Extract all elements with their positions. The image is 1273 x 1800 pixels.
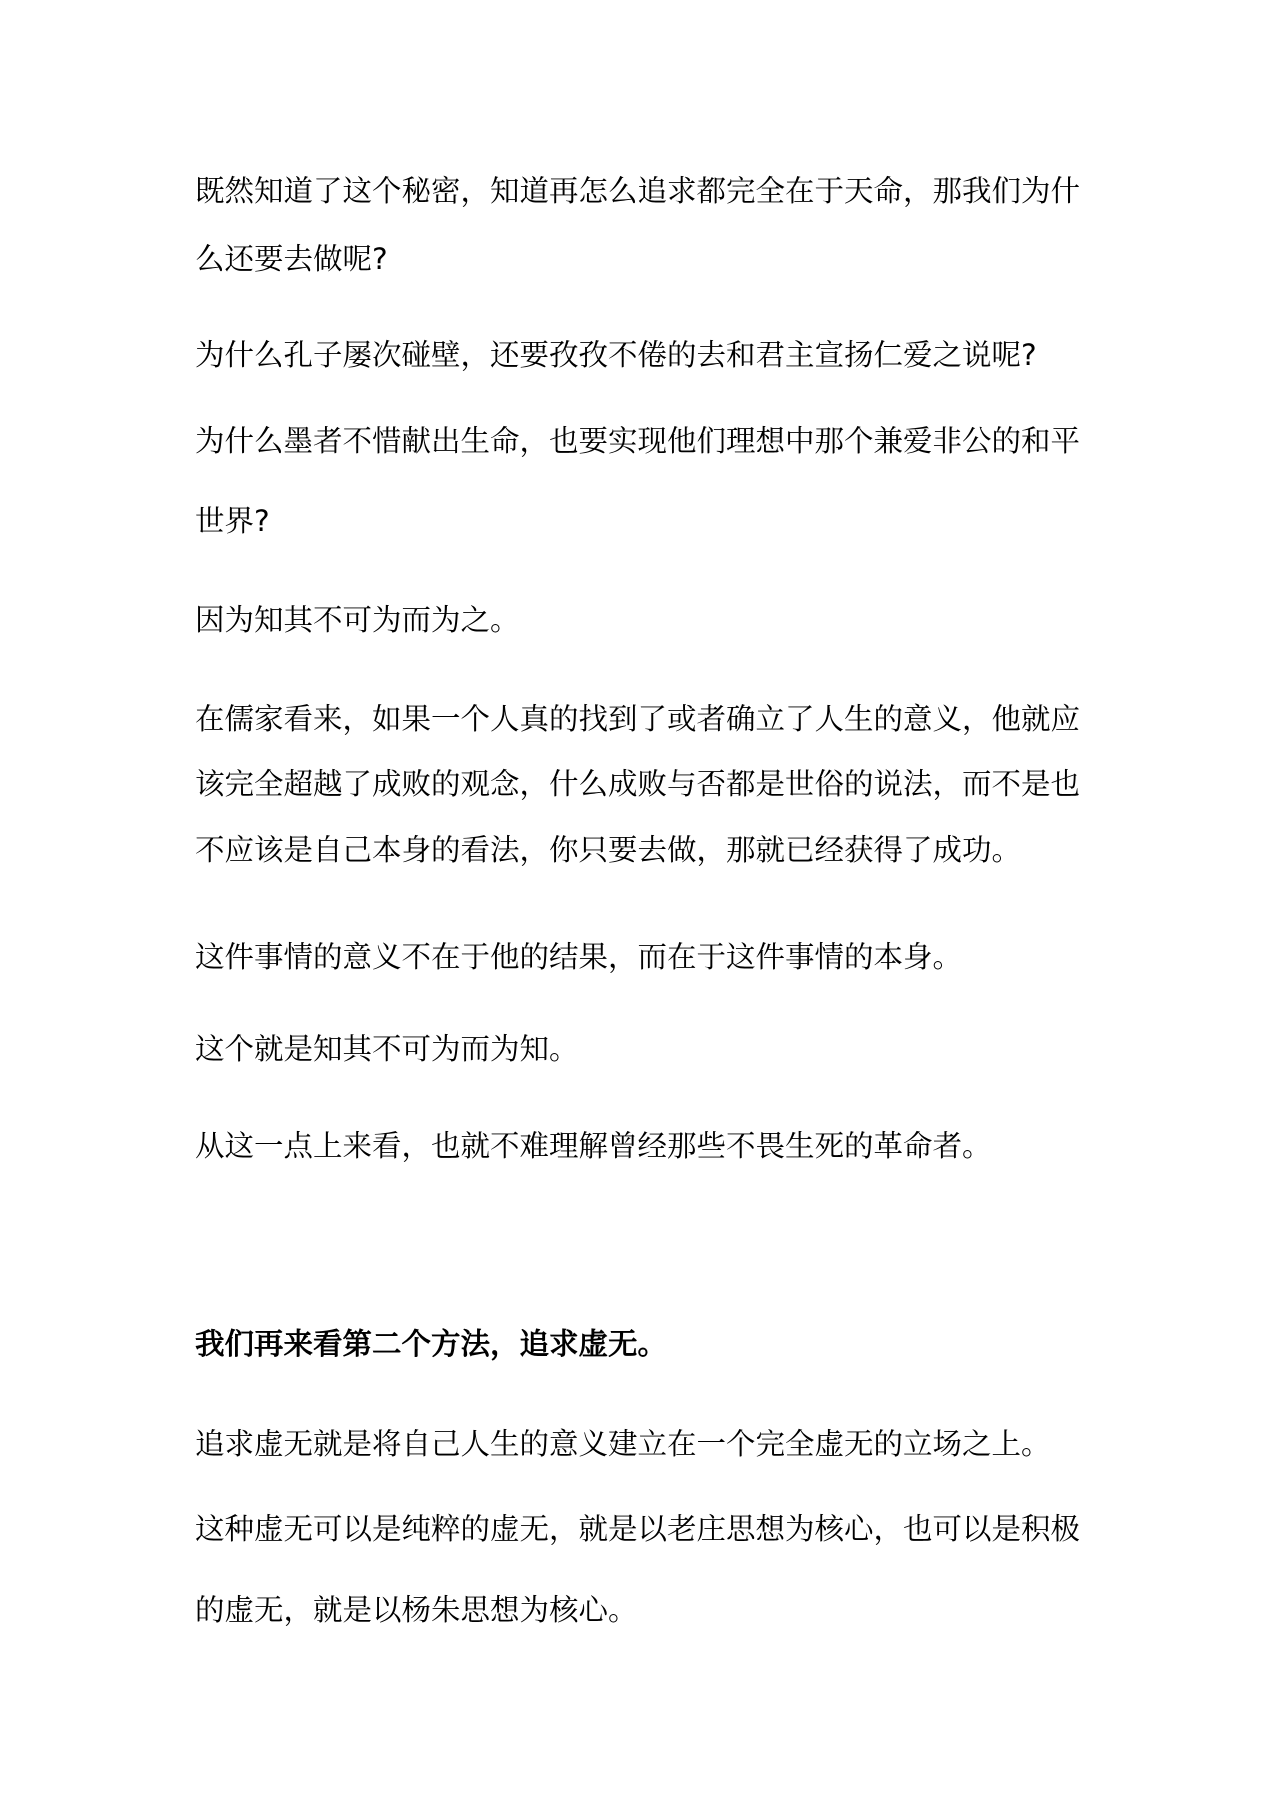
paragraph-2: 为什么孔子屡次碰壁，还要孜孜不倦的去和君主宣扬仁爱之说呢? [195, 338, 1037, 372]
paragraph-3-line-2: 世界? [195, 504, 270, 538]
paragraph-10: 追求虚无就是将自己人生的意义建立在一个完全虚无的立场之上。 [195, 1427, 1051, 1461]
paragraph-3-line-1: 为什么墨者不惜献出生命，也要实现他们理想中那个兼爱非公的和平 [195, 424, 1081, 458]
paragraph-5-line-1: 在儒家看来，如果一个人真的找到了或者确立了人生的意义，他就应 [195, 702, 1081, 736]
paragraph-5-line-2: 该完全超越了成败的观念，什么成败与否都是世俗的说法，而不是也 [195, 767, 1081, 801]
paragraph-8: 从这一点上来看，也就不难理解曾经那些不畏生死的革命者。 [195, 1129, 992, 1163]
paragraph-4: 因为知其不可为而为之。 [195, 603, 520, 637]
paragraph-6: 这件事情的意义不在于他的结果，而在于这件事情的本身。 [195, 940, 963, 974]
paragraph-1-line-1: 既然知道了这个秘密，知道再怎么追求都完全在于天命，那我们为什 [195, 174, 1081, 208]
section-heading: 我们再来看第二个方法，追求虚无。 [195, 1327, 668, 1361]
paragraph-1-line-2: 么还要去做呢? [195, 242, 388, 276]
paragraph-11-line-2: 的虚无，就是以杨朱思想为核心。 [195, 1593, 638, 1627]
paragraph-5-line-3: 不应该是自己本身的看法，你只要去做，那就已经获得了成功。 [195, 833, 1022, 867]
paragraph-11-line-1: 这种虚无可以是纯粹的虚无，就是以老庄思想为核心，也可以是积极 [195, 1512, 1081, 1546]
paragraph-7: 这个就是知其不可为而为知。 [195, 1032, 579, 1066]
